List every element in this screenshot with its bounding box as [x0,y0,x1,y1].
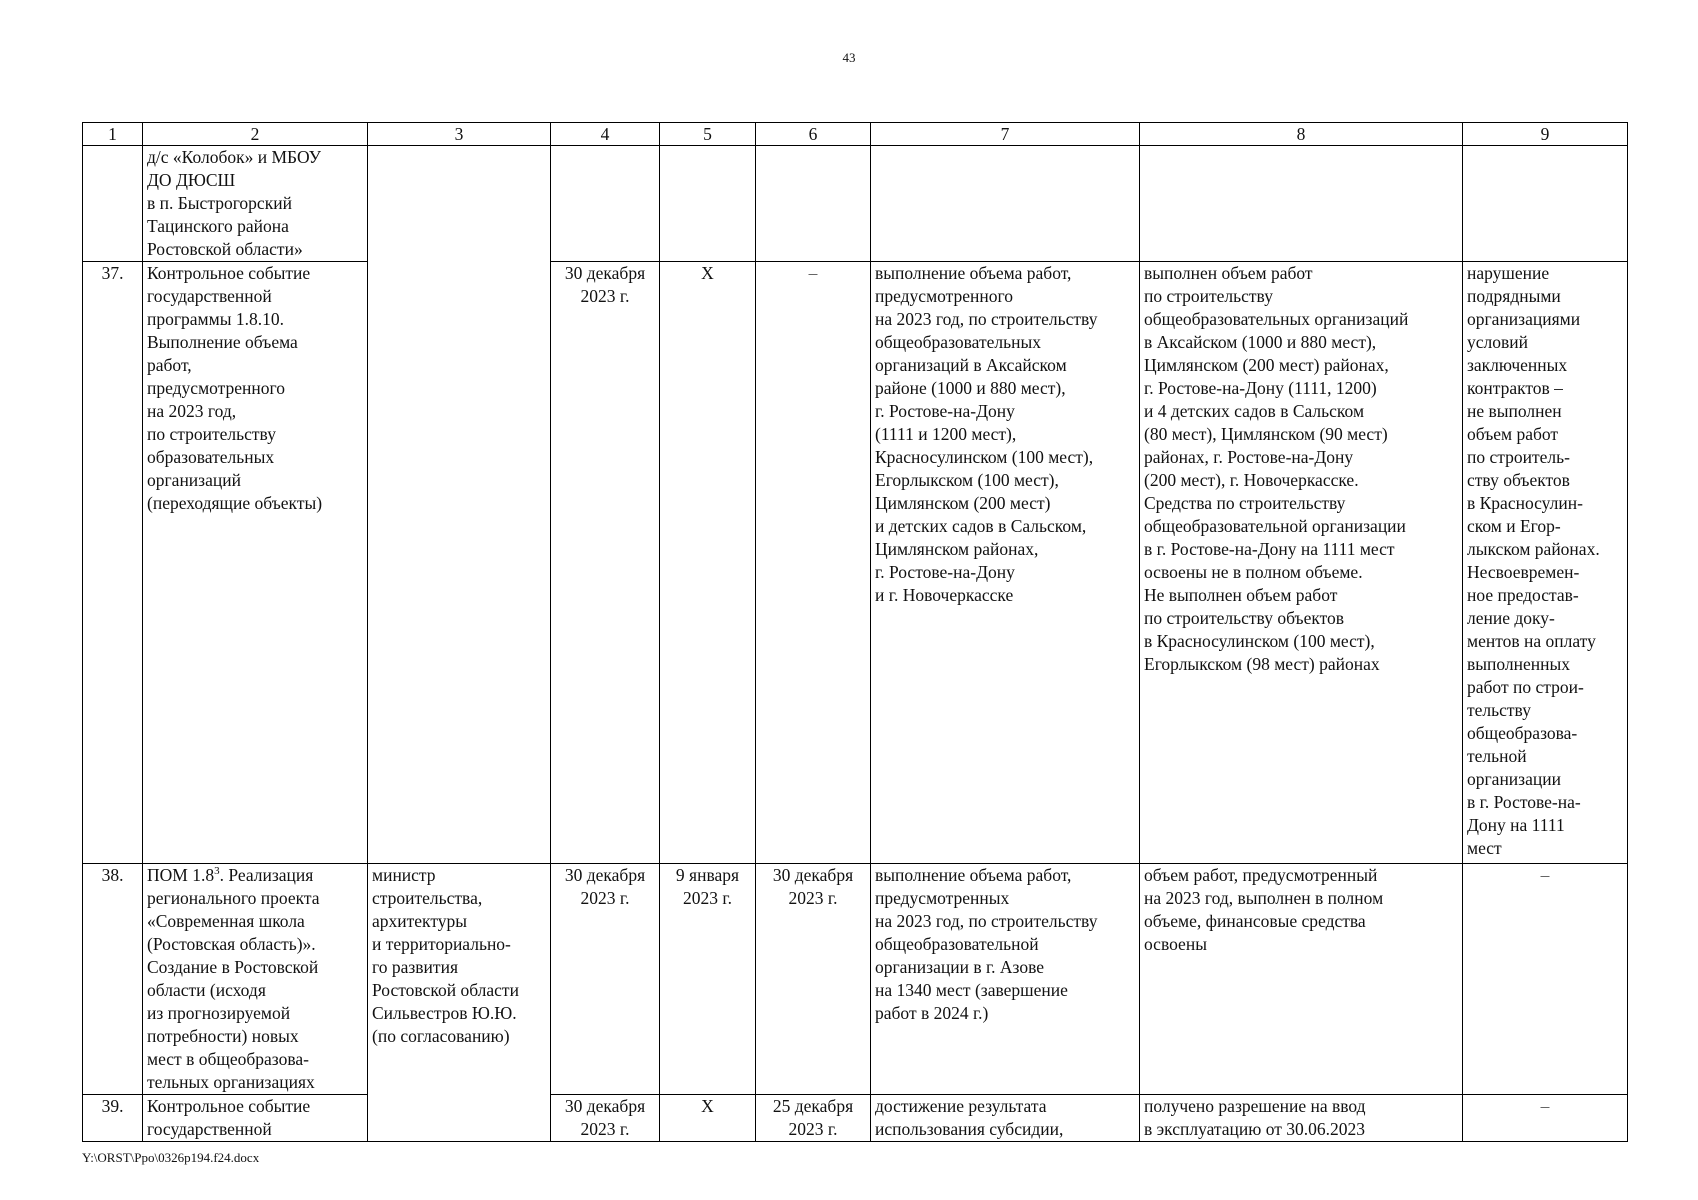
end-date-cell: 25 декабря 2023 г. [756,1095,871,1142]
actual-result-cell: выполнен объем работ по строительству общеобразовательных организаций в Аксайском (1000 и 880 мест), Цимлянском (200 мест) районах, г. Ростове-на-Дону (1111, 1200) и 4 детских садов в Сальском (80 мест), Цимлянском (90 мест) районах, г. Ростове-на-Дону (200 мест), г. Новочеркасске. Средства по строительству общеобразовательной организации в г. Ростове-на-Дону на 1111 мест освоены не в полном объеме. Не выполнен объем работ по строительству объектов в Красносулинском (100 мест), Егорлыкском (98 мест) районах [1140,262,1463,864]
responsible-cell: министр строительства, архитектуры и территориально- го развития Ростовской области Сильвестров Ю.Ю. (по согласованию) [368,864,551,1142]
table-row [83,1095,1628,1142]
header-cell: 7 [871,123,1140,146]
planned-result-cell: выполнение объема работ, предусмотренных на 2023 год, по строительству общеобразовательной организации в г. Азове на 1340 мест (завершение работ в 2024 г.) [871,864,1140,1095]
planned-result-cell: достижение результата использования субсидии, [871,1095,1140,1142]
end-date-cell [756,146,871,262]
row-number: 38. [83,864,143,1095]
start-date-cell: Х [660,1095,756,1142]
start-date-cell: Х [660,262,756,864]
plan-date-cell: 30 декабря 2023 г. [551,864,660,1095]
actual-result-cell: получено разрешение на ввод в эксплуатацию от 30.06.2023 [1140,1095,1463,1142]
header-cell: 8 [1140,123,1463,146]
header-cell: 2 [143,123,368,146]
start-date-cell [660,146,756,262]
event-name-cell: Контрольное событие государственной [143,1095,368,1142]
table-row [83,146,1628,262]
header-cell: 3 [368,123,551,146]
problems-cell: нарушение подрядными организациями условий заключенных контрактов – не выполнен объем работ по строитель- ству объектов в Красносулин- ском и Егор- лыкском районах. Несвоевремен- ное предостав- ление доку- ментов на оплату выполненных работ по строи- тельству общеобразова- тельной организации в г. Ростове-на- Дону на 1111 мест [1463,262,1628,864]
page-number: 43 [842,50,856,65]
report-table [82,122,1628,1142]
actual-result-cell [1140,146,1463,262]
problems-cell: – [1463,864,1628,1095]
header-cell: 5 [660,123,756,146]
header-cell: 9 [1463,123,1628,146]
plan-date-cell [551,146,660,262]
end-date-cell: – [756,262,871,864]
file-path-footer: Y:\ORST\Ppo\0326p194.f24.docx [82,1150,260,1165]
header-row [83,123,1628,146]
table-row [83,262,1628,864]
start-date-cell: 9 января 2023 г. [660,864,756,1095]
plan-date-cell: 30 декабря 2023 г. [551,1095,660,1142]
event-name-cell: Контрольное событие государственной программы 1.8.10. Выполнение объема работ, предусмотренного на 2023 год, по строительству образовательных организаций (переходящие объекты) [143,262,368,864]
row-number: 39. [83,1095,143,1142]
planned-result-cell: выполнение объема работ, предусмотренного на 2023 год, по строительству общеобразовательных организаций в Аксайском районе (1000 и 880 мест), г. Ростове-на-Дону (1111 и 1200 мест), Красносулинском (100 мест), Егорлыкском (100 мест), Цимлянском (200 мест) и детских садов в Сальском, Цимлянском районах, г. Ростове-на-Дону и г. Новочеркасске [871,262,1140,864]
header-cell: 6 [756,123,871,146]
problems-cell: – [1463,1095,1628,1142]
row-number [83,146,143,262]
event-code-superscript: 3 [214,865,220,878]
row-number: 37. [83,262,143,864]
event-name-cell [143,864,368,1095]
header-cell: 1 [83,123,143,146]
problems-cell [1463,146,1628,262]
responsible-cell [368,146,551,864]
table-row [83,864,1628,1095]
actual-result-cell: объем работ, предусмотренный на 2023 год, выполнен в полном объеме, финансовые средства освоены [1140,864,1463,1095]
plan-date-cell: 30 декабря 2023 г. [551,262,660,864]
event-name-cell: д/с «Колобок» и МБОУ ДО ДЮСШ в п. Быстрогорский Тацинского района Ростовской области» [143,146,368,262]
event-description: . Реализация регионального проекта «Современная школа (Ростовская область)». Создание в Ростовской области (исходя из прогнозируемой потребности) новых мест в общеобразова- тельных организациях [147,865,320,1092]
end-date-cell: 30 декабря 2023 г. [756,864,871,1095]
event-code: ПОМ 1.8 [147,865,215,885]
planned-result-cell [871,146,1140,262]
header-cell: 4 [551,123,660,146]
